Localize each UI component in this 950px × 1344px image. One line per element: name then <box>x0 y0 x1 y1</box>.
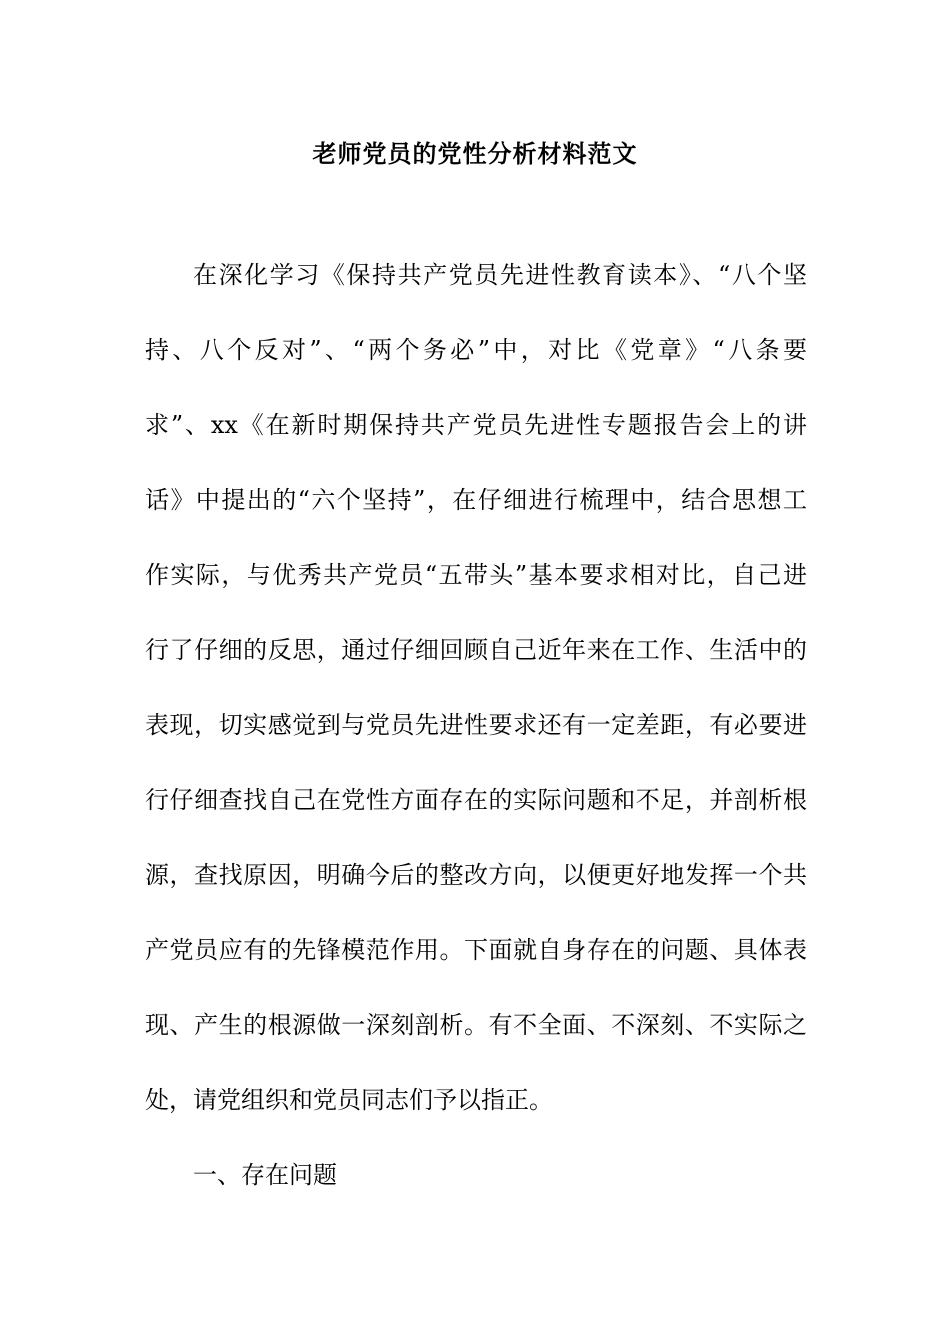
section-heading: 一、存在问题 <box>193 1161 337 1189</box>
paragraph-line: 表现，切实感觉到与党员先进性要求还有一定差距，有必要进 <box>145 711 807 739</box>
paragraph-line: 产党员应有的先锋模范作用。下面就自身存在的问题、具体表 <box>145 936 807 964</box>
paragraph-line: 源，查找原因，明确今后的整改方向，以便更好地发挥一个共 <box>145 861 807 889</box>
paragraph-line: 作实际，与优秀共产党员“五带头”基本要求相对比，自己进 <box>145 561 807 589</box>
paragraph-line: 在深化学习《保持共产党员先进性教育读本》、“八个坚 <box>193 261 807 289</box>
paragraph-line: 处，请党组织和党员同志们予以指正。 <box>145 1086 553 1114</box>
paragraph-line: 行仔细查找自己在党性方面存在的实际问题和不足，并剖析根 <box>145 786 807 814</box>
document-title: 老师党员的党性分析材料范文 <box>312 139 638 168</box>
paragraph-line: 行了仔细的反思，通过仔细回顾自己近年来在工作、生活中的 <box>145 636 807 664</box>
paragraph-line: 持、八个反对”、“两个务必”中，对比《党章》“八条要 <box>145 336 807 364</box>
paragraph-line: 现、产生的根源做一深刻剖析。有不全面、不深刻、不实际之 <box>145 1011 807 1039</box>
body-paragraph <box>145 255 807 1155</box>
paragraph-line: 话》中提出的“六个坚持”，在仔细进行梳理中，结合思想工 <box>145 486 807 514</box>
paragraph-line: 求”、xx《在新时期保持共产党员先进性专题报告会上的讲 <box>145 411 807 439</box>
